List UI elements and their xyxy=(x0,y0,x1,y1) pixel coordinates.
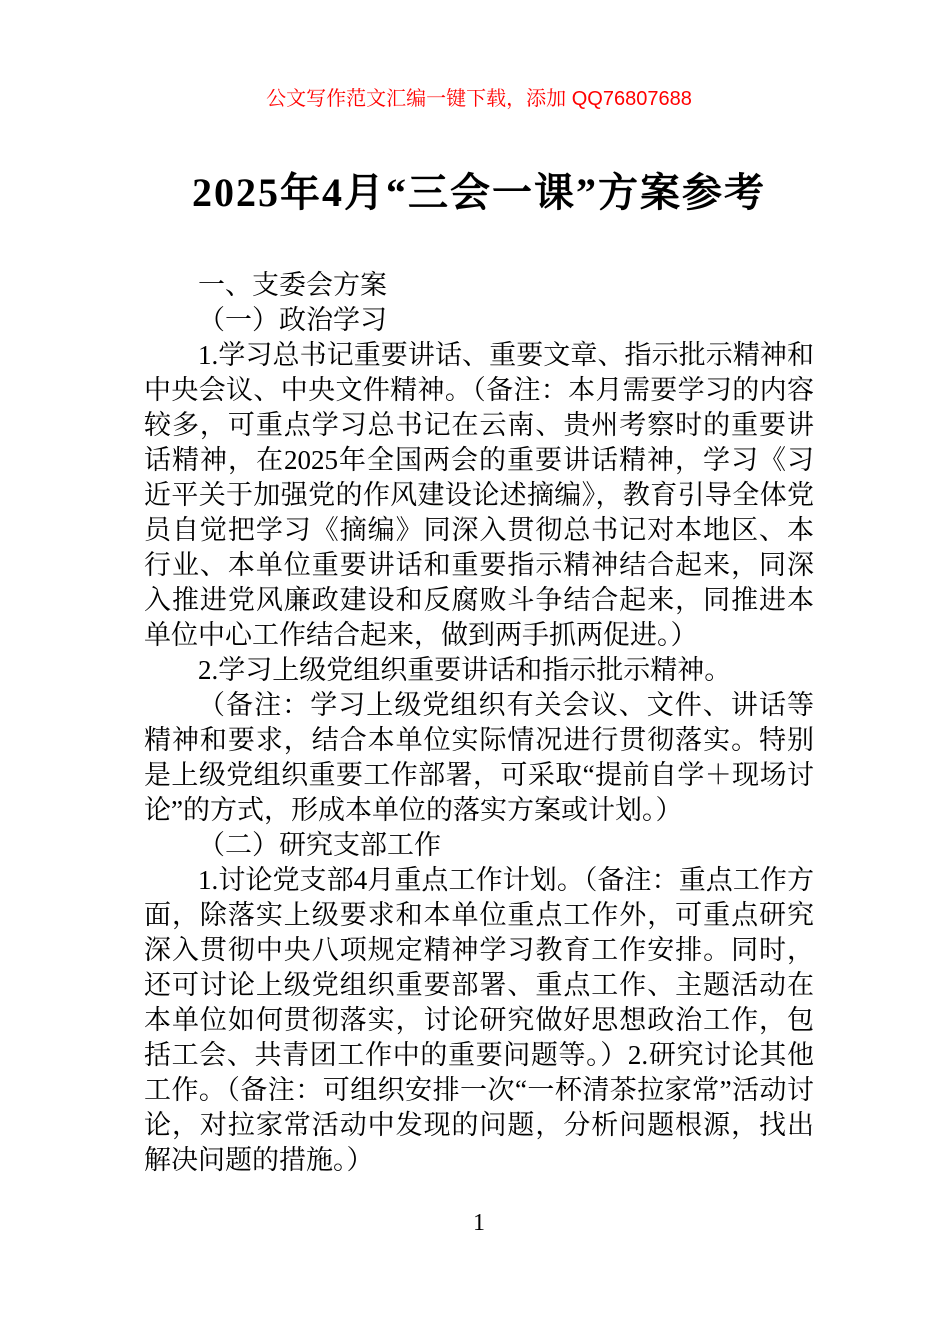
paragraph-study-item-2: 2.学习上级党组织重要讲话和指示批示精神。 xyxy=(198,655,732,685)
document-body xyxy=(144,268,814,1178)
section-heading-1: 一、支委会方案 xyxy=(198,270,387,300)
paragraph-study-item-1: 1.学习总书记重要讲话、重要文章、指示批示精神和中央会议、中央文件精神。（备注：本月需要学习的内容较多，可重点学习总书记在云南、贵州考察时的重要讲话精神，在2025年全国两会的重要讲话精神，学习《习近平关于加强党的作风建设论述摘编》，教育引导全体党员自觉把学习《摘编》同深入贯彻总书记对本地区、本行业、本单位重要讲话和重要指示精神结合起来，同深入推进党风廉政建设和反腐败斗争结合起来，同推进本单位中心工作结合起来，做到两手抓两促进。） xyxy=(144,340,814,650)
header-notice: 公文写作范文汇编一键下载，添加 QQ76807688 xyxy=(266,88,692,110)
document-title: 2025年4月“三会一课”方案参考 xyxy=(192,170,766,215)
subsection-heading-branch-work: （二）研究支部工作 xyxy=(198,830,441,860)
page-number: 1 xyxy=(473,1210,485,1236)
subsection-heading-political-study: （一）政治学习 xyxy=(198,305,387,335)
paragraph-study-item-2-note: （备注：学习上级党组织有关会议、文件、讲话等精神和要求，结合本单位实际情况进行贯彻落实。特别是上级党组织重要工作部署，可采取“提前自学＋现场讨论”的方式，形成本单位的落实方案或计划。） xyxy=(144,690,814,825)
paragraph-branch-work-items: 1.讨论党支部4月重点工作计划。（备注：重点工作方面，除落实上级要求和本单位重点工作外，可重点研究深入贯彻中央八项规定精神学习教育工作安排。同时，还可讨论上级党组织重要部署、重点工作、主题活动在本单位如何贯彻落实，讨论研究做好思想政治工作，包括工会、共青团工作中的重要问题等。）2.研究讨论其他工作。（备注：可组织安排一次“一杯清茶拉家常”活动讨论，对拉家常活动中发现的问题，分析问题根源，找出解决问题的措施。） xyxy=(144,865,814,1175)
